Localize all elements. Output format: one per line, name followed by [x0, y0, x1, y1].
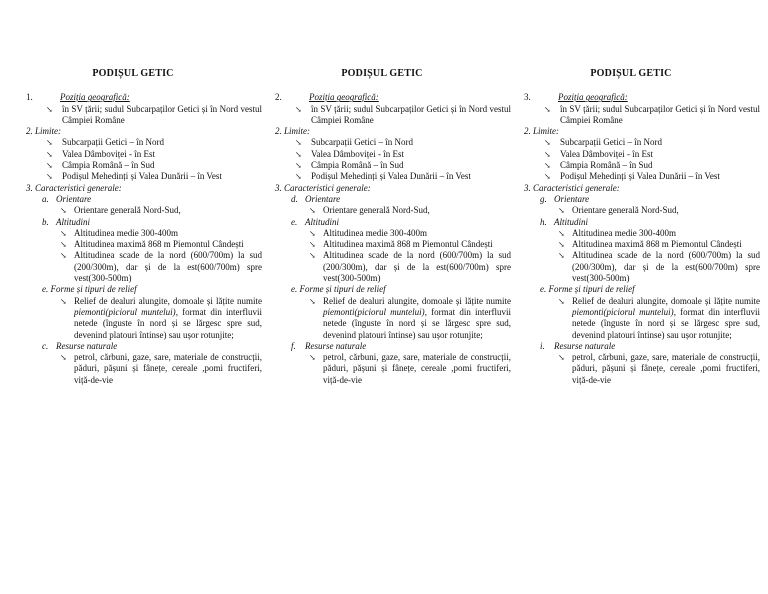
- bullet-item: [275, 228, 515, 239]
- bullet-text-italic: piemonti(piciorul muntelui): [572, 306, 674, 317]
- bullet-item: [26, 104, 266, 127]
- bullet-text: Altitudinea maximă 868 m Piemontul Cândești: [323, 239, 493, 250]
- subsection-heading: [540, 194, 764, 205]
- subsection-label: Orientare: [56, 193, 92, 204]
- bullet-item: [26, 250, 266, 284]
- arrow-bullet-icon: ↘: [309, 228, 316, 238]
- arrow-bullet-icon: ↘: [558, 240, 565, 250]
- bullet-text: Subcarpații Getici – în Nord: [62, 137, 164, 148]
- column-title: PODIȘUL GETIC: [590, 68, 672, 79]
- arrow-bullet-icon: ↘: [46, 161, 53, 171]
- column-title: PODIȘUL GETIC: [341, 68, 423, 79]
- bullet-text: Valea Dâmboviței - în Est: [62, 148, 155, 159]
- bullet-item: [26, 149, 266, 160]
- bullet-item: [524, 250, 764, 284]
- bullet-text: Podișul Mehedinți și Valea Dunării – în Vest: [311, 171, 471, 182]
- arrow-bullet-icon: ↘: [558, 296, 565, 306]
- arrow-bullet-icon: ↘: [558, 206, 565, 216]
- subsection-heading: [42, 217, 266, 228]
- bullet-text: Altitudinea maximă 868 m Piemontul Cândești: [74, 239, 244, 250]
- section-position: [275, 92, 515, 103]
- section-position: [26, 92, 266, 103]
- arrow-bullet-icon: ↘: [544, 161, 551, 171]
- bullet-item: [275, 171, 515, 182]
- bullet-text-italic: piemonti(piciorul muntelui): [74, 306, 176, 317]
- bullet-text: Podișul Mehedinți și Valea Dunării – în Vest: [62, 171, 222, 182]
- outline-column: [26, 68, 266, 386]
- bullet-item: [26, 160, 266, 171]
- bullet-item: [275, 250, 515, 284]
- section-heading: 2. Limite:: [26, 126, 61, 137]
- subsection-heading: [540, 217, 764, 228]
- bullet-item: [524, 104, 764, 127]
- arrow-bullet-icon: ↘: [46, 104, 53, 114]
- arrow-bullet-icon: ↘: [309, 353, 316, 363]
- subsection-heading: e. Forme și tipuri de relief: [291, 284, 386, 295]
- bullet-text: , format din interfluvii netede (înguste în nord și se lărgesc spre sud, devenind platouri întinse) sau ușor rotunjite;: [74, 306, 263, 340]
- arrow-bullet-icon: ↘: [60, 228, 67, 238]
- arrow-bullet-icon: ↘: [544, 104, 551, 114]
- bullet-text: Altitudinea medie 300-400m: [323, 227, 427, 238]
- arrow-bullet-icon: ↘: [309, 240, 316, 250]
- arrow-bullet-icon: ↘: [60, 251, 67, 261]
- subsection-heading: [42, 194, 266, 205]
- subsection-label: Orientare: [305, 193, 341, 204]
- bullet-item: [26, 171, 266, 182]
- arrow-bullet-icon: ↘: [295, 104, 302, 114]
- arrow-bullet-icon: ↘: [544, 172, 551, 182]
- bullet-item: [26, 137, 266, 148]
- bullet-text: Valea Dâmboviței - în Est: [560, 148, 653, 159]
- subsection-number: c.: [42, 340, 49, 351]
- arrow-bullet-icon: ↘: [46, 138, 53, 148]
- section-heading: 2. Limite:: [275, 126, 310, 137]
- bullet-item: [275, 239, 515, 250]
- subsection-number: i.: [540, 340, 545, 351]
- subsection-heading: [42, 341, 266, 352]
- arrow-bullet-icon: ↘: [60, 240, 67, 250]
- bullet-text: Câmpia Română – în Sud: [311, 160, 404, 171]
- bullet-item: [524, 149, 764, 160]
- bullet-text: Câmpia Română – în Sud: [560, 160, 653, 171]
- bullet-text: Relief de dealuri alungite, domoale și lățite numite: [323, 295, 511, 306]
- bullet-item: [26, 296, 266, 341]
- bullet-item: [524, 160, 764, 171]
- bullet-item: [275, 296, 515, 341]
- outline-column: [524, 68, 764, 386]
- bullet-text: Orientare generală Nord-Sud,: [572, 205, 679, 216]
- bullet-text: petrol, cărbuni, gaze, sare, materiale de construcții, păduri, pășuni și fânețe, cereale ,pomi fructiferi, viță-de-vie: [323, 352, 511, 385]
- section-heading: 3. Caracteristici generale:: [524, 182, 620, 193]
- arrow-bullet-icon: ↘: [46, 149, 53, 159]
- outline-column: [275, 68, 515, 386]
- bullet-text: Podișul Mehedinți și Valea Dunării – în Vest: [560, 171, 720, 182]
- bullet-text-italic: piemonti(piciorul muntelui): [323, 306, 425, 317]
- bullet-text: în SV țării; sudul Subcarpaților Getici și în Nord vestul Câmpiei Române: [311, 103, 511, 125]
- subsection-heading: [291, 194, 515, 205]
- bullet-text: , format din interfluvii netede (înguste în nord și se lărgesc spre sud, devenind platouri întinse) sau ușor rotunjite;: [323, 306, 512, 340]
- bullet-item: [524, 352, 764, 386]
- bullet-item: [26, 228, 266, 239]
- bullet-text: , format din interfluvii netede (înguste în nord și se lărgesc spre sud, devenind platouri întinse) sau ușor rotunjite;: [572, 306, 761, 340]
- bullet-text: Altitudinea scade de la nord (600/700m) la sud (200/300m), dar și de la est(600/700m) spre vest(300-500m): [323, 250, 511, 284]
- arrow-bullet-icon: ↘: [295, 149, 302, 159]
- arrow-bullet-icon: ↘: [544, 138, 551, 148]
- arrow-bullet-icon: ↘: [60, 206, 67, 216]
- bullet-item: [524, 239, 764, 250]
- section-number: 1.: [26, 92, 33, 103]
- bullet-item: [26, 239, 266, 250]
- bullet-item: [275, 160, 515, 171]
- subsection-number: e.: [291, 216, 298, 227]
- bullet-text: Altitudinea maximă 868 m Piemontul Cândești: [572, 239, 742, 250]
- bullet-item: [275, 352, 515, 386]
- bullet-text: Altitudinea scade de la nord (600/700m) la sud (200/300m), dar și de la est(600/700m) spre vest(300-500m): [572, 250, 760, 284]
- subsection-label: Altitudini: [305, 216, 340, 227]
- arrow-bullet-icon: ↘: [295, 172, 302, 182]
- section-heading: 2. Limite:: [524, 126, 559, 137]
- bullet-text: Valea Dâmboviței - în Est: [311, 148, 404, 159]
- bullet-item: [26, 205, 266, 216]
- subsection-number: d.: [291, 193, 298, 204]
- bullet-item: [524, 296, 764, 341]
- bullet-item: [26, 352, 266, 386]
- bullet-text: petrol, cărbuni, gaze, sare, materiale de construcții, păduri, pășuni și fânețe, cereale ,pomi fructiferi, viță-de-vie: [74, 352, 262, 385]
- section-heading: Poziția geografică:: [309, 92, 379, 103]
- bullet-text: în SV țării; sudul Subcarpaților Getici și în Nord vestul Câmpiei Române: [62, 103, 262, 125]
- subsection-number: h.: [540, 216, 547, 227]
- bullet-text: Subcarpații Getici – în Nord: [560, 137, 662, 148]
- subsection-heading: [291, 341, 515, 352]
- bullet-item: [524, 205, 764, 216]
- bullet-text: Altitudinea scade de la nord (600/700m) la sud (200/300m), dar și de la est(600/700m) spre vest(300-500m): [74, 250, 262, 284]
- section-heading: 3. Caracteristici generale:: [275, 182, 371, 193]
- bullet-item: [524, 228, 764, 239]
- arrow-bullet-icon: ↘: [46, 172, 53, 182]
- bullet-item: [275, 205, 515, 216]
- subsection-heading: [540, 341, 764, 352]
- bullet-item: [275, 104, 515, 127]
- section-number: 2.: [275, 92, 282, 103]
- bullet-text: Altitudinea medie 300-400m: [74, 227, 178, 238]
- arrow-bullet-icon: ↘: [309, 206, 316, 216]
- arrow-bullet-icon: ↘: [558, 353, 565, 363]
- bullet-text: Relief de dealuri alungite, domoale și lățite numite: [572, 295, 760, 306]
- bullet-text: Subcarpații Getici – în Nord: [311, 137, 413, 148]
- subsection-label: Resurse naturale: [305, 340, 367, 351]
- bullet-item: [524, 137, 764, 148]
- arrow-bullet-icon: ↘: [309, 296, 316, 306]
- subsection-number: a.: [42, 193, 49, 204]
- arrow-bullet-icon: ↘: [295, 161, 302, 171]
- subsection-heading: [291, 217, 515, 228]
- subsection-label: Altitudini: [56, 216, 91, 227]
- subsection-number: b.: [42, 216, 49, 227]
- bullet-item: [275, 149, 515, 160]
- section-heading: Poziția geografică:: [60, 92, 130, 103]
- subsection-heading: e. Forme și tipuri de relief: [540, 284, 635, 295]
- arrow-bullet-icon: ↘: [60, 353, 67, 363]
- bullet-text: Altitudinea medie 300-400m: [572, 227, 676, 238]
- subsection-heading: e. Forme și tipuri de relief: [42, 284, 137, 295]
- subsection-label: Resurse naturale: [554, 340, 616, 351]
- arrow-bullet-icon: ↘: [60, 296, 67, 306]
- section-heading: 3. Caracteristici generale:: [26, 182, 122, 193]
- arrow-bullet-icon: ↘: [295, 138, 302, 148]
- subsection-label: Altitudini: [554, 216, 589, 227]
- section-position: [524, 92, 764, 103]
- bullet-item: [524, 171, 764, 182]
- bullet-text: Orientare generală Nord-Sud,: [74, 205, 181, 216]
- bullet-text: Relief de dealuri alungite, domoale și lățite numite: [74, 295, 262, 306]
- bullet-text: petrol, cărbuni, gaze, sare, materiale de construcții, păduri, pășuni și fânețe, cereale ,pomi fructiferi, viță-de-vie: [572, 352, 760, 385]
- section-number: 3.: [524, 92, 531, 103]
- bullet-text: Orientare generală Nord-Sud,: [323, 205, 430, 216]
- arrow-bullet-icon: ↘: [558, 251, 565, 261]
- column-title: PODIȘUL GETIC: [92, 68, 174, 79]
- bullet-text: în SV țării; sudul Subcarpaților Getici și în Nord vestul Câmpiei Române: [560, 103, 760, 125]
- bullet-item: [275, 137, 515, 148]
- bullet-text: Câmpia Română – în Sud: [62, 160, 155, 171]
- subsection-number: g.: [540, 193, 547, 204]
- section-heading: Poziția geografică:: [558, 92, 628, 103]
- arrow-bullet-icon: ↘: [309, 251, 316, 261]
- subsection-number: f.: [291, 340, 296, 351]
- arrow-bullet-icon: ↘: [544, 149, 551, 159]
- arrow-bullet-icon: ↘: [558, 228, 565, 238]
- subsection-label: Resurse naturale: [56, 340, 118, 351]
- subsection-label: Orientare: [554, 193, 590, 204]
